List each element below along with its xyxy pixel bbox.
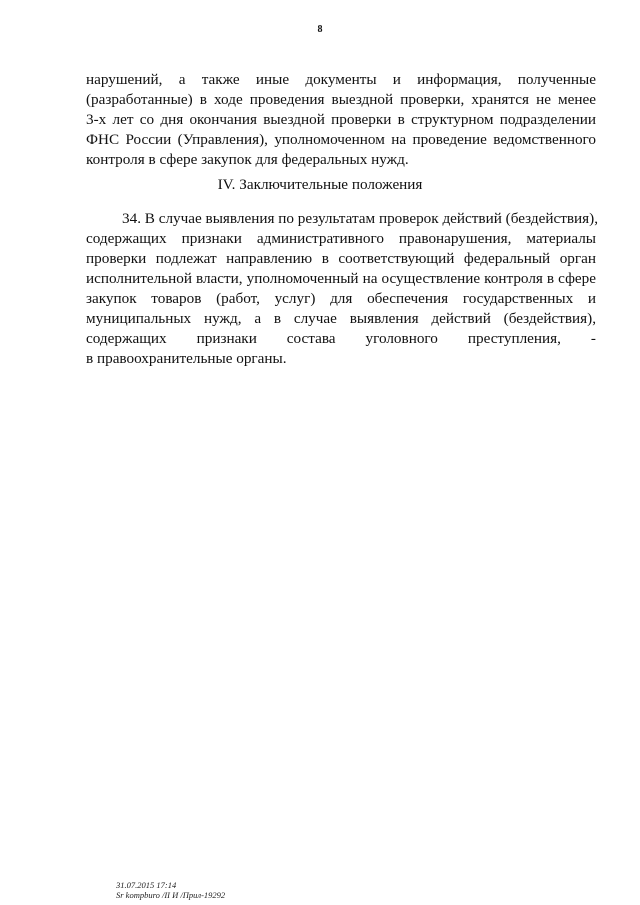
paragraph-34 [86,209,596,369]
page-number: 8 [317,24,323,35]
paragraph-line: ФНС России (Управления), уполномоченном на проведение ведомственного [86,131,596,148]
paragraph-line: 34. В случае выявления по результатам проверок действий (бездействия), [122,210,598,227]
paragraph-line: содержащих признаки административного правонарушения, материалы [86,230,596,247]
continued-paragraph [86,70,596,170]
paragraph-line: проверки подлежат направлению в соответствующий федеральный орган [86,250,596,267]
paragraph-line: исполнительной власти, уполномоченный на осуществление контроля в сфере [86,270,596,287]
paragraph-line: нарушений, а также иные документы и информация, полученные [86,71,596,88]
paragraph-line: муниципальных нужд, а в случае выявления действий (бездействия), [86,310,596,327]
paragraph-line: 3-х лет со дня окончания выездной проверки в структурном подразделении [86,111,596,128]
section-heading: IV. Заключительные положения [217,176,423,193]
paragraph-line: содержащих признаки состава уголовного преступления, - [86,330,596,347]
paragraph-line: контроля в сфере закупок для федеральных нужд. [86,151,409,168]
paragraph-line: закупок товаров (работ, услуг) для обеспечения государственных и [86,290,596,307]
footer-timestamp: 31.07.2015 17:14 [116,880,177,890]
paragraph-line: (разработанные) в ходе проведения выездной проверки, хранятся не менее [86,91,596,108]
paragraph-line: в правоохранительные органы. [86,350,287,367]
footer-stamp [116,880,225,900]
footer-file-ref: Sr kompburo /II И /Прил-19292 [116,890,226,900]
